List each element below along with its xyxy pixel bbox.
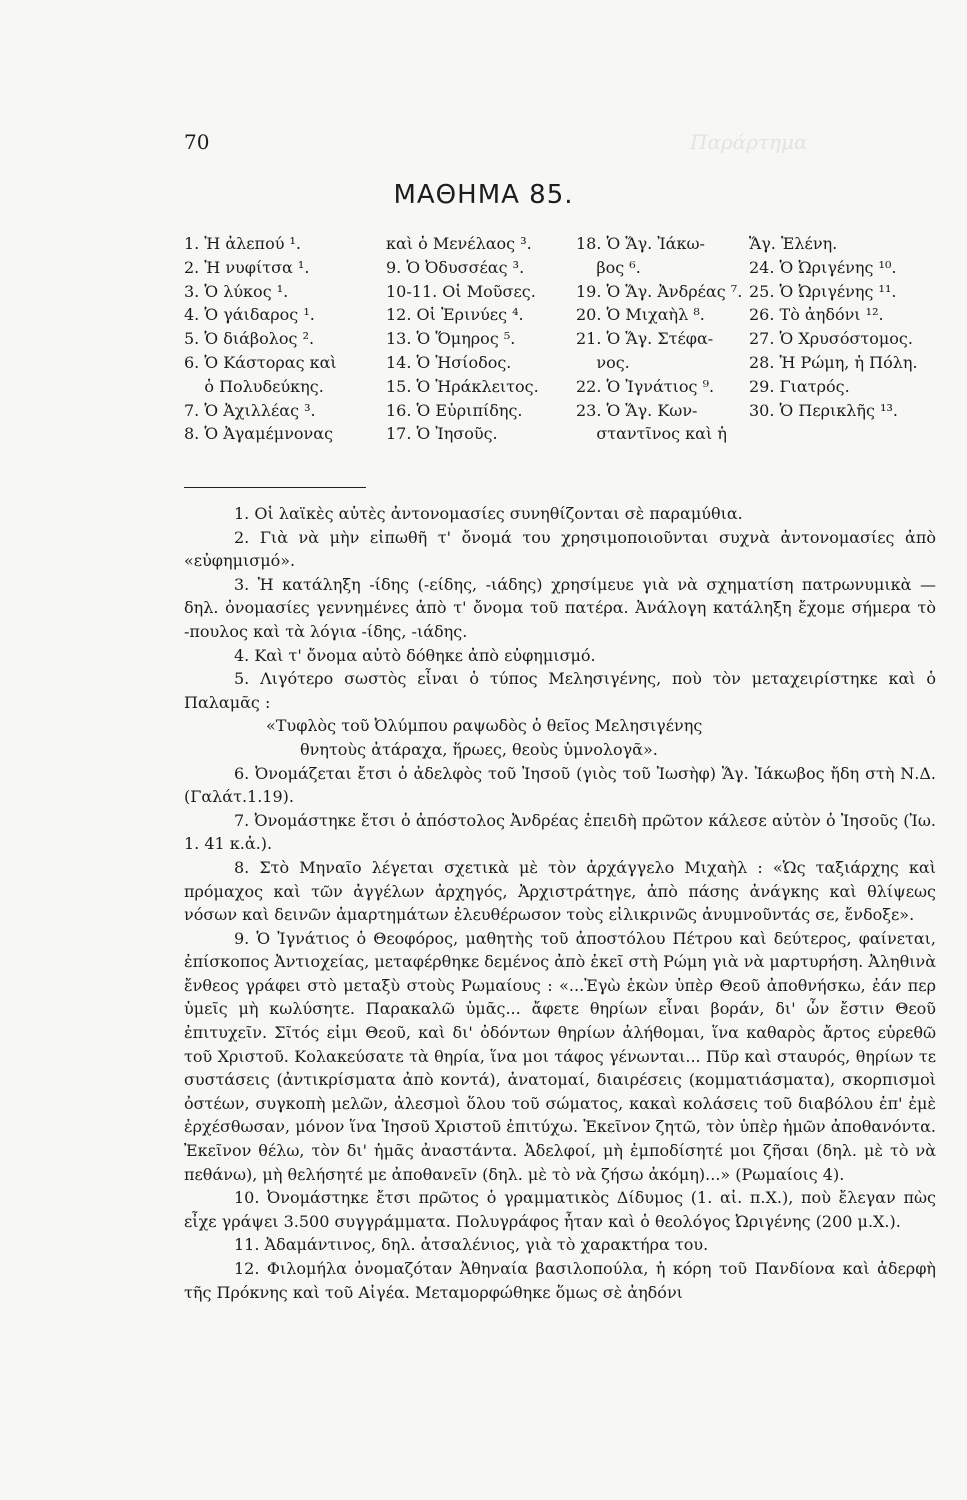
quote-line-2: θνητοὺς ἀτάραχα, ἥρωες, θεοὺς ὑμνολογᾶ». (300, 739, 658, 759)
quote-line-1: «Τυφλὸς τοῦ Ὀλύμπου ραψωδὸς ὁ θεῖος Μελησιγένης (266, 716, 703, 736)
footnote-10: 10. Ὀνομάστηκε ἔτσι πρῶτος ὁ γραμματικὸς Δίδυμος (1. αἰ. π.Χ.), ποὺ ἔλεγαν πὼς εἶχε γράψει 3.500 συγγράμματα. Πολυγράφος ἦταν καὶ ὁ θεολόγος Ὠριγένης (200 μ.Χ.). (184, 1188, 936, 1231)
list-item: σταντῖνος καὶ ἡ (576, 424, 727, 444)
footnotes (184, 502, 936, 1304)
footnote-11: 11. Ἀδαμάντινος, δηλ. ἀτσαλένιος, γιὰ τὸ χαρακτήρα του. (234, 1235, 709, 1255)
footnote-2: 2. Γιὰ νὰ μὴν εἰπωθῆ τ' ὄνομά του χρησιμοποιοῦνται συχνὰ ἀντονομασίες ἀπὸ «εὐφημισμό». (184, 527, 936, 571)
list-item: 13. Ὁ Ὅμηρος ⁵. (386, 329, 516, 349)
list-item: 27. Ὁ Χρυσόστομος. (749, 329, 913, 349)
footnote-8: 8. Στὸ Μηναῖο λέγεται σχετικὰ μὲ τὸν ἀρχάγγελο Μιχαὴλ : «Ὡς ταξιάρχης καὶ πρόμαχος καὶ τῶν ἀγγέλων ἀρχηγός, Ἀρχιστράτηγε, ἀπὸ πάσης ἀνάγκης καὶ θλίψεως νόσων καὶ δεινῶν ἁμαρτημάτων ἐλευθέρωσον τοὺς εἰλικρινῶς ἀνυμνοῦντάς σε, ἔνδοξε». (184, 857, 936, 925)
footnote-3: 3. Ἡ κατάληξη -ίδης (-είδης, -ιάδης) χρησίμευε γιὰ νὰ σχηματίση πατρωνυμικὰ — δηλ. ὀνομασίες γεννημένες ἀπὸ τ' ὄνομα τοῦ πατέρα. Ἀνάλογη κατάληξη ἔχομε σήμερα τὸ -πουλος καὶ τὰ λόγια -ίδης, -ιάδης. (184, 574, 936, 641)
footnote-7: 7. Ὀνομάστηκε ἔτσι ὁ ἀπόστολος Ἀνδρέας ἐπειδὴ πρῶτον κάλεσε αὐτὸν ὁ Ἰησοῦς (Ἰω. 1. 41 κ.ἀ.). (184, 810, 936, 854)
list-item: 9. Ὁ Ὀδυσσέας ³. (386, 257, 525, 277)
list-item: 8. Ὁ Ἀγαμέμνονας (184, 424, 334, 444)
list-item: 15. Ὁ Ἡράκλειτος. (386, 376, 539, 396)
list-item: 7. Ὁ Ἀχιλλέας ³. (184, 400, 316, 420)
list-item: 4. Ὁ γάιδαρος ¹. (184, 305, 315, 325)
list-item: 29. Γιατρός. (749, 376, 850, 396)
list-item (749, 422, 918, 446)
list-item: 5. Ὁ διάβολος ². (184, 329, 315, 349)
lesson-title: ΜΑΘΗΜΑ 85. (393, 180, 574, 210)
list-item: 10-11. Οἱ Μοῦσες. (386, 281, 536, 301)
footnote-divider (184, 487, 366, 488)
list-item: 19. Ὁ Ἅγ. Ἀνδρέας ⁷. (576, 281, 743, 301)
list-column-2 (386, 232, 539, 446)
list-column-4 (749, 232, 918, 446)
list-item: 26. Τὸ ἀηδόνι ¹². (749, 305, 884, 325)
list-item: 30. Ὁ Περικλῆς ¹³. (749, 400, 898, 420)
list-item: Ἅγ. Ἑλένη. (749, 234, 838, 253)
footnote-12: 12. Φιλομήλα ὀνομαζόταν Ἀθηναία βασιλοπούλα, ἡ κόρη τοῦ Πανδίονα καὶ ἀδερφὴ τῆς Πρόκνης καὶ τοῦ Αἰγέα. Μεταμορφώθηκε ὅμως σὲ ἀηδόνι (184, 1259, 936, 1302)
list-item: 22. Ὁ Ἰγνάτιος ⁹. (576, 376, 715, 396)
footnote-4: 4. Καὶ τ' ὄνομα αὐτὸ δόθηκε ἀπὸ εὐφημισμό. (234, 645, 596, 665)
list-item: 16. Ὁ Εὐριπίδης. (386, 400, 523, 420)
list-column-1 (184, 232, 337, 446)
list-item: 2. Ἡ νυφίτσα ¹. (184, 257, 310, 277)
footnote-5: 5. Λιγότερο σωστὸς εἶναι ὁ τύπος Μελησιγένης, ποὺ τὸν μεταχειρίστηκε καὶ ὁ Παλαμᾶς : (184, 669, 936, 712)
footnote-9: 9. Ὁ Ἰγνάτιος ὁ Θεοφόρος, μαθητὴς τοῦ ἀποστόλου Πέτρου καὶ δεύτερος, φαίνεται, ἐπίσκοπος Ἀντιοχείας, μεταφέρθηκε δεμένος ἀπὸ ἐκεῖ στὴ Ρώμη γιὰ νὰ μαρτυρήση. Ἀληθινὰ ἔνθεος γράφει στὸ μεταξὺ στοὺς Ρωμαίους : «...Ἐγὼ ἑκὼν ὑπὲρ Θεοῦ ἀποθνήσκω, ἐάν περ ὑμεῖς μὴ κωλύσητε. Παρακαλῶ ὑμᾶς... ἄφετε θηρίων εἶναι βοράν, δι' ὧν ἔστιν Θεοῦ ἐπιτυχεῖν. Σῖτός εἰμι Θεοῦ, καὶ δι' ὀδόντων θηρίων ἀλήθομαι, ἵνα καθαρὸς ἄρτος εὑρεθῶ τοῦ Χριστοῦ. Κολακεύσατε τὰ θηρία, ἵνα μοι τάφος γένωνται... Πῦρ καὶ σταυρός, θηρίων τε συστάσεις (ἀντικρίσματα ἀπὸ κοντά), ἀνατομαί, διαιρέσεις (κομματιάσματα), σκορπισμοὶ ὀστέων, συγκοπὴ μελῶν, ἀλεσμοὶ ὅλου τοῦ σώματος, κακαὶ κολάσεις τοῦ διαβόλου ἐπ' ἐμὲ ἐρχέσθωσαν, μόνον ἵνα Ἰησοῦ Χριστοῦ ἐπιτύχω. Ἐκεῖνον ζητῶ, τὸν ὑπὲρ ἡμῶν ἀποθανόντα. Ἐκεῖνον θέλω, τὸν δι' ἡμᾶς ἀναστάντα. Ἀδελφοί, μὴ ἐμποδίσητέ μοι ζῆσαι (δηλ. μὲ τὸ νὰ πεθάνω), μὴ θελήσητέ με ἀποθανεῖν (δηλ. μὲ τὸ νὰ ζήσω ἀκόμη)...» (Ρωμαίοις 4). (184, 928, 936, 1184)
footnote-1: 1. Οἱ λαϊκὲς αὐτὲς ἀντονομασίες συνηθίζονται σὲ παραμύθια. (234, 504, 743, 523)
list-item: 3. Ὁ λύκος ¹. (184, 281, 289, 301)
list-item: 18. Ὁ Ἅγ. Ἰάκω- (576, 234, 705, 253)
bleed-through-header: Παράρτημα (690, 130, 808, 154)
list-item: 28. Ἡ Ρώμη, ἡ Πόλη. (749, 352, 918, 372)
list-item: 21. Ὁ Ἅγ. Στέφα- (576, 329, 714, 349)
list-item: 6. Ὁ Κάστορας καὶ (184, 352, 337, 372)
list-item: 17. Ὁ Ἰησοῦς. (386, 424, 498, 444)
list-column-3 (576, 232, 742, 446)
list-item: 24. Ὁ Ὠριγένης ¹⁰. (749, 257, 897, 277)
list-item: καὶ ὁ Μενέλαος ³. (386, 234, 532, 253)
list-item: 23. Ὁ Ἅγ. Κων- (576, 400, 698, 420)
list-item: βος ⁶. (576, 257, 641, 277)
list-item: 14. Ὁ Ἡσίοδος. (386, 352, 512, 372)
list-item: ὁ Πολυδεύκης. (184, 376, 324, 396)
list-item: 1. Ἡ ἀλεπού ¹. (184, 234, 302, 253)
list-item: 25. Ὁ Ὠριγένης ¹¹. (749, 281, 897, 301)
footnote-6: 6. Ὀνομάζεται ἔτσι ὁ ἀδελφὸς τοῦ Ἰησοῦ (γιὸς τοῦ Ἰωσὴφ) Ἅγ. Ἰάκωβος ἤδη στὴ Ν.Δ. (Γαλάτ.1.19). (184, 763, 936, 807)
page-number: 70 (184, 130, 210, 154)
palamas-quote (184, 714, 936, 761)
list-item: 20. Ὁ Μιχαὴλ ⁸. (576, 305, 705, 325)
list-item: 12. Οἱ Ἐρινύες ⁴. (386, 305, 524, 325)
list-item: νος. (576, 352, 630, 372)
